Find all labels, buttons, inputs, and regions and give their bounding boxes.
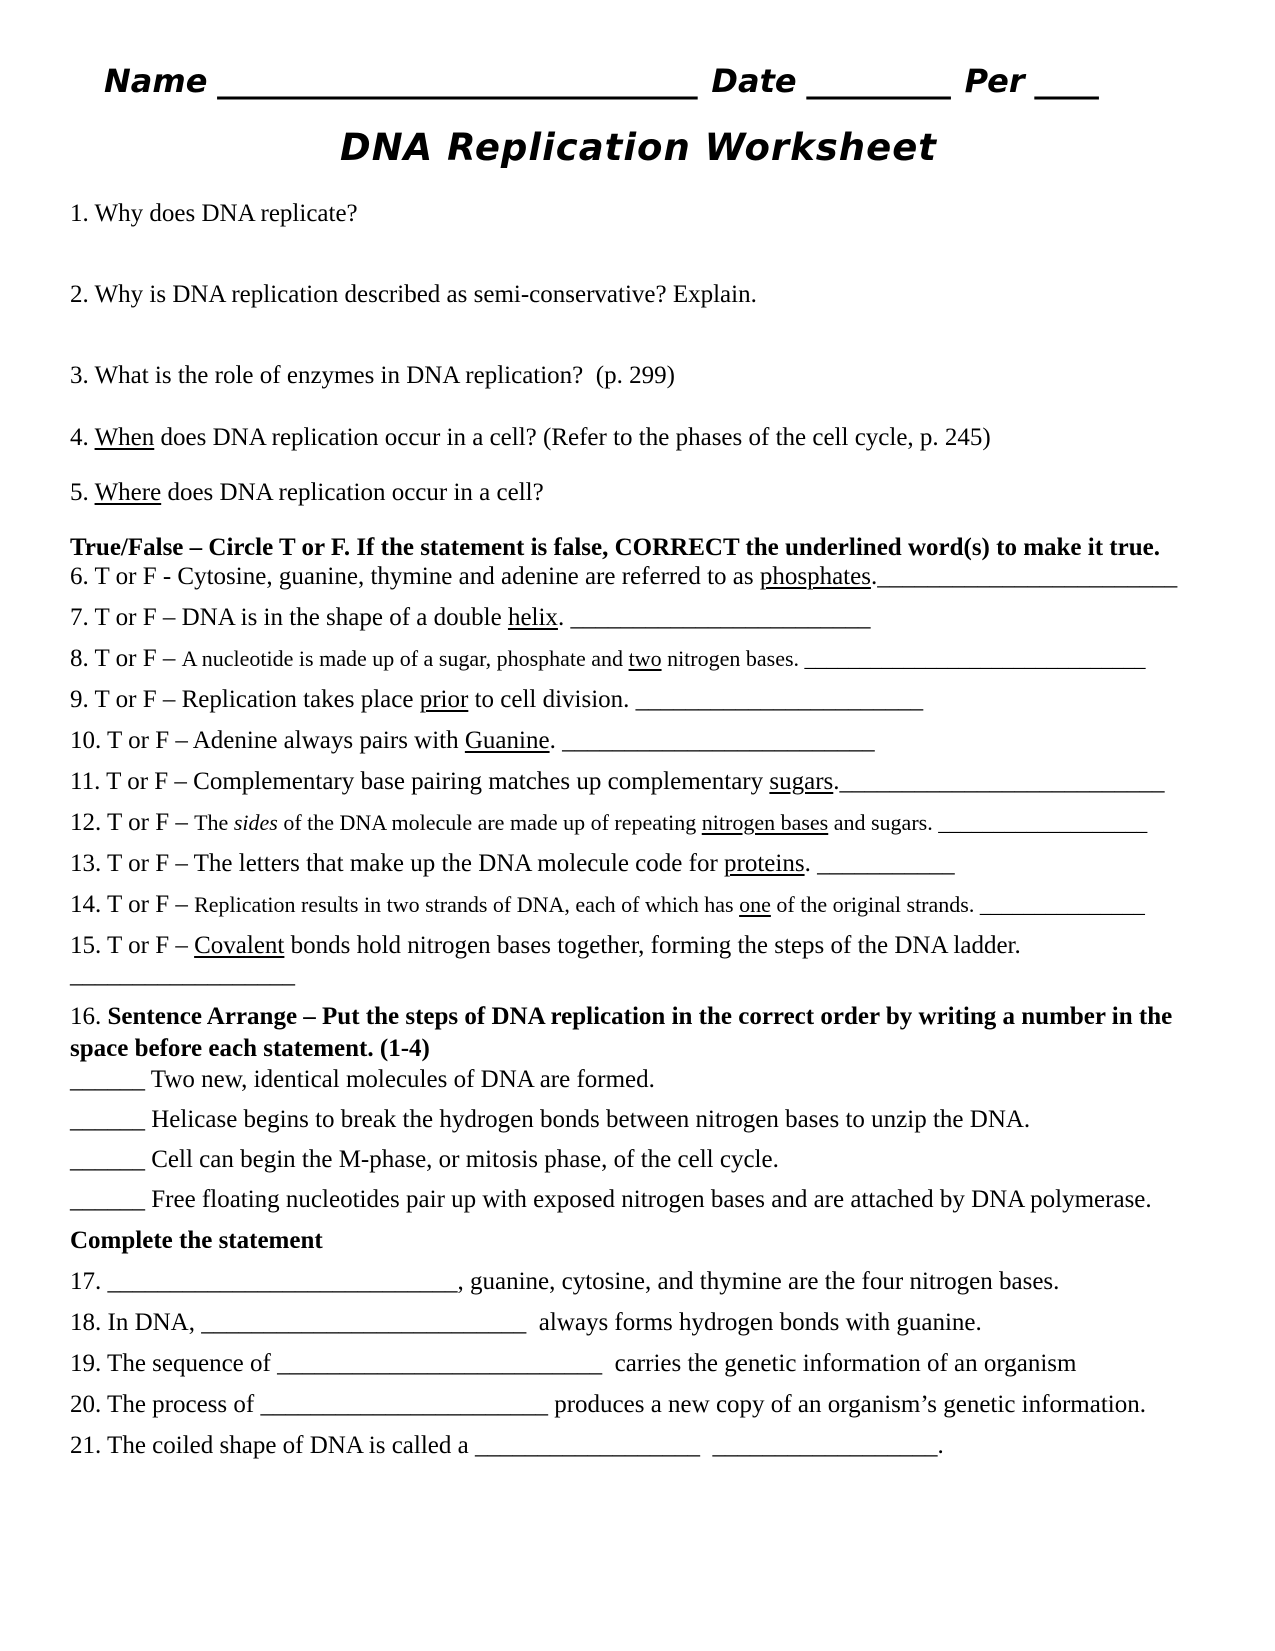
answer-blank: ______: [70, 1146, 145, 1173]
question-18: [70, 1308, 1207, 1337]
text-segment: proteins: [724, 850, 805, 877]
answer-blank: ______: [70, 1066, 145, 1093]
tf-question-6: [70, 562, 1207, 591]
answer-blank: __________________: [474, 1432, 700, 1459]
text-segment: 18. In DNA,: [70, 1309, 202, 1336]
text-segment: Helicase begins to break the hydrogen bonds between nitrogen bases to unzip the DNA.: [145, 1106, 1031, 1133]
text-segment: 10. T or F – Adenine always pairs with: [70, 727, 465, 754]
text-segment: helix: [507, 604, 558, 631]
text-segment: 19. The sequence of: [70, 1350, 278, 1377]
text-segment: to cell division.: [468, 686, 636, 713]
text-segment: 11. T or F – Complementary base pairing matches up complementary: [70, 768, 770, 795]
header: [104, 62, 1207, 100]
name-blank: ______________________________: [217, 62, 698, 100]
tf-question-13: [70, 849, 1207, 878]
question-20: [70, 1390, 1207, 1419]
question-3: [70, 361, 1207, 390]
text-segment: , guanine, cytosine, and thymine are the four nitrogen bases.: [457, 1268, 1060, 1295]
name-label: Name: [104, 62, 208, 100]
name-field: [104, 62, 697, 100]
text-segment: 7. T or F – DNA is in the shape of a double: [70, 604, 508, 631]
answer-blank: _______________________: [635, 686, 924, 713]
text-segment: 3. What is the role of enzymes in DNA replication? (p. 299): [70, 362, 675, 389]
date-field: [711, 62, 950, 100]
answer-blank: __________________________: [277, 1350, 603, 1377]
text-segment: does DNA replication occur in a cell? (Refer to the phases of the cell cycle, p. 245): [154, 424, 991, 451]
text-segment: nitrogen bases: [701, 810, 829, 835]
text-segment: does DNA replication occur in a cell?: [161, 479, 544, 506]
text-segment: .: [937, 1432, 944, 1459]
text-segment: always forms hydrogen bonds with guanine.: [526, 1309, 982, 1336]
text-segment: 15. T or F –: [70, 932, 195, 959]
text-segment: The: [194, 810, 234, 835]
text-segment: .: [557, 604, 571, 631]
tf-question-11: [70, 767, 1207, 796]
text-segment: Guanine: [464, 727, 550, 754]
question-17: [70, 1267, 1207, 1296]
per-blank: ____: [1034, 62, 1099, 100]
text-segment: .: [804, 850, 818, 877]
answer-blank: ____________________________: [107, 1268, 458, 1295]
tf-question-14: [70, 890, 1207, 919]
text-segment: sides: [233, 810, 278, 835]
text-segment: produces a new copy of an organism’s genetic information.: [547, 1391, 1146, 1418]
text-segment: two: [628, 646, 662, 671]
question-2: [70, 280, 1207, 309]
answer-blank: ______: [70, 1106, 145, 1133]
text-segment: 12. T or F –: [70, 809, 195, 836]
text-segment: [700, 1432, 713, 1459]
answer-blank: __________________________: [201, 1309, 527, 1336]
text-segment: 13. T or F – The letters that make up the DNA molecule code for: [70, 850, 725, 877]
text-segment: 9. T or F – Replication takes place: [70, 686, 420, 713]
arrange-item-4: [70, 1185, 1207, 1214]
text-segment: Replication results in two strands of DNA, each of which has: [194, 892, 740, 917]
per-label: Per: [964, 62, 1025, 100]
text-segment: 8. T or F –: [70, 645, 182, 672]
text-segment: bonds hold nitrogen bases together, forming the steps of the DNA ladder.: [284, 932, 1027, 959]
per-field: [965, 62, 1099, 100]
answer-blank: _______________: [979, 892, 1145, 917]
text-segment: .: [870, 563, 878, 590]
true-false-heading: [70, 533, 1207, 562]
text-segment: 6. T or F - Cytosine, guanine, thymine and adenine are referred to as: [70, 563, 760, 590]
answer-blank: ________________________: [877, 563, 1178, 590]
text-segment: Where: [94, 479, 162, 506]
text-segment: 21. The coiled shape of DNA is called a: [70, 1432, 475, 1459]
answer-blank: ___________: [817, 850, 955, 877]
answer-blank: _______________________: [260, 1391, 548, 1418]
text-segment: carries the genetic information of an organism: [602, 1350, 1077, 1377]
date-blank: _________: [806, 62, 951, 100]
tf-question-8: [70, 644, 1207, 673]
text-segment: 5.: [70, 479, 95, 506]
text-segment: and sugars.: [828, 810, 939, 835]
tf-question-12: [70, 808, 1207, 837]
text-segment: sugars: [769, 768, 834, 795]
text-segment: 1. Why does DNA replicate?: [70, 200, 358, 227]
arrange-item-2: [70, 1105, 1207, 1134]
text-segment: Sentence Arrange – Put the steps of DNA replication in the correct order by writing a number in the space before each statement. (1-4): [70, 1003, 1179, 1062]
tf-question-10: [70, 726, 1207, 755]
answer-blank: ___________________: [938, 810, 1148, 835]
text-segment: When: [94, 424, 155, 451]
answer-blank: ______: [70, 1186, 145, 1213]
text-segment: of the DNA molecule are made up of repeating: [277, 810, 702, 835]
question-4: [70, 423, 1207, 452]
tf-question-15: [70, 931, 1207, 989]
text-segment: 20. The process of: [70, 1391, 261, 1418]
text-segment: 16.: [70, 1003, 108, 1030]
text-segment: .: [549, 727, 563, 754]
question-21: [70, 1431, 1207, 1460]
arrange-item-1: [70, 1065, 1207, 1094]
text-segment: one: [739, 892, 771, 917]
text-segment: 4.: [70, 424, 95, 451]
tf-question-9: [70, 685, 1207, 714]
question-5: [70, 478, 1207, 507]
tf-question-7: [70, 603, 1207, 632]
date-label: Date: [711, 62, 797, 100]
page-title: DNA Replication Worksheet: [339, 126, 937, 169]
answer-blank: __________________________: [839, 768, 1165, 795]
arrange-item-3: [70, 1145, 1207, 1174]
text-segment: True/False – Circle T or F. If the statement is false, CORRECT the underlined word(s) to make it true.: [70, 534, 1160, 561]
answer-blank: __________________: [70, 961, 295, 988]
text-segment: 2. Why is DNA replication described as semi-conservative? Explain.: [70, 281, 757, 308]
text-segment: A nucleotide is made up of a sugar, phosphate and: [181, 646, 629, 671]
text-segment: .: [833, 768, 840, 795]
text-segment: Covalent: [194, 932, 285, 959]
answer-blank: __________________: [712, 1432, 938, 1459]
text-segment: nitrogen bases.: [661, 646, 805, 671]
answer-blank: _______________________________: [804, 646, 1146, 671]
answer-blank: ________________________: [570, 604, 871, 631]
text-segment: 14. T or F –: [70, 891, 195, 918]
text-segment: prior: [419, 686, 469, 713]
answer-blank: _________________________: [562, 727, 875, 754]
sentence-arrange-heading: [70, 1001, 1207, 1065]
question-1: [70, 199, 1207, 228]
text-segment: phosphates: [759, 563, 871, 590]
question-19: [70, 1349, 1207, 1378]
text-segment: Two new, identical molecules of DNA are formed.: [145, 1066, 655, 1093]
text-segment: 17.: [70, 1268, 108, 1295]
text-segment: Cell can begin the M-phase, or mitosis phase, of the cell cycle.: [145, 1146, 779, 1173]
complete-statement-heading: [70, 1226, 1207, 1255]
text-segment: Free floating nucleotides pair up with exposed nitrogen bases and are attached by DNA polymerase.: [145, 1186, 1152, 1213]
text-segment: Complete the statement: [70, 1227, 323, 1254]
text-segment: of the original strands.: [770, 892, 980, 917]
